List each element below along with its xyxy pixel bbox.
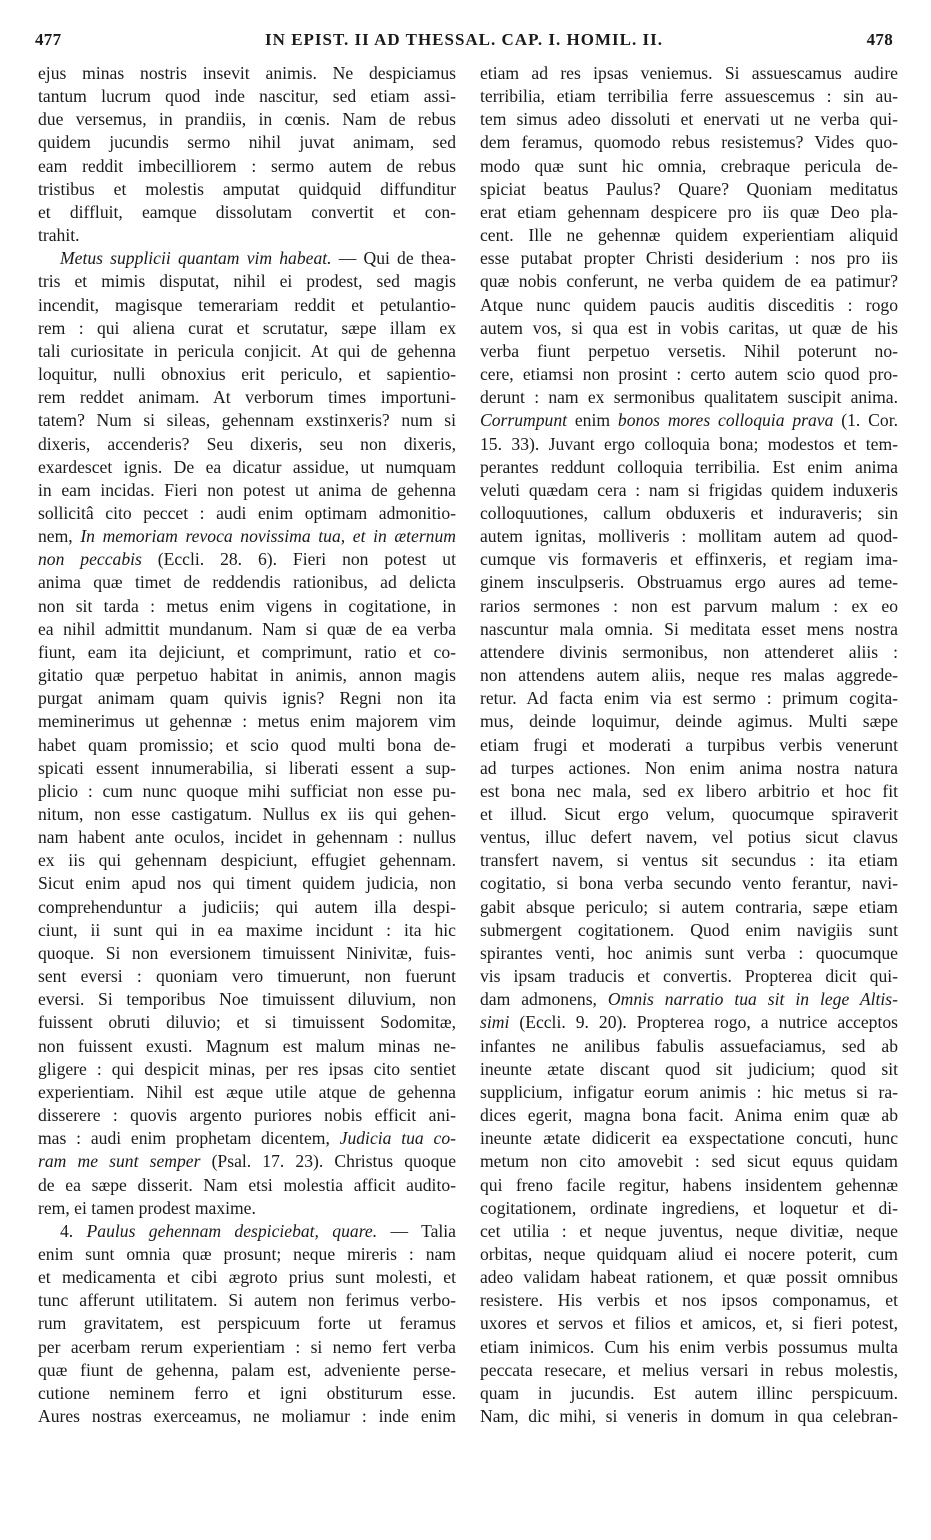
text-line	[38, 618, 456, 641]
text-run: et diffluit, eamque dissolutam convertit et con-	[38, 201, 456, 222]
text-run: Aures nostras exerceamus, ne moliamur : inde enim	[38, 1406, 456, 1427]
text-run: meminerimus ut gehennæ : metus enim majorem vim	[38, 711, 456, 732]
text-run: transfert navem, si ventus sit secundus : ita etiam	[480, 850, 898, 871]
text-run: rum gravitatem, est perspicuum forte ut feramus	[38, 1313, 456, 1334]
text-run: etiam frugi et moderati a turpibus verbis venerunt	[480, 734, 898, 755]
text-run: nitum, non esse castigatum. Nullus ex iis qui gehen-	[38, 804, 456, 824]
text-run: fiunt, eam ita dejiciunt, et comprimunt, ratio et co-	[38, 641, 456, 662]
text-run: et medicamenta et cibi ægroto prius sunt molesti, et	[38, 1267, 456, 1288]
text-run: verba fiunt perpetuo versetis. Nihil poterunt no-	[480, 340, 898, 361]
text-run: (Eccli. 9. 20). Propterea rogo, a nutrice acceptos	[509, 1012, 898, 1033]
text-run: adeo validam habeat rationem, et quæ possit omnibus	[480, 1267, 898, 1288]
text-run: enim sunt omnia quæ prosunt; neque mireris : nam	[38, 1243, 456, 1264]
text-run: dices egerit, magna bona facit. Anima enim quæ ab	[480, 1105, 898, 1126]
text-run: cent. Ille ne gehennæ quidem experientiam aliquid	[480, 225, 898, 246]
italic-text: non peccabis	[38, 549, 142, 570]
text-line	[38, 131, 456, 154]
text-run: etiam ad res ipsas veniemus. Si assuescamus audire	[480, 63, 898, 83]
text-run: peccata resecare, et melius versari in rebus molestis,	[480, 1359, 898, 1380]
text-line	[480, 1150, 898, 1173]
text-line	[38, 1150, 456, 1173]
text-run: vis ipsam traducis et convertis. Propterea dicit qui-	[480, 966, 898, 987]
text-line	[38, 1011, 456, 1034]
text-line	[480, 62, 898, 85]
text-line	[480, 1289, 898, 1312]
text-line	[38, 178, 456, 201]
text-line	[480, 757, 898, 780]
text-run: metum non cito amovebit : sed sicut equus quidam	[480, 1151, 898, 1172]
text-line	[480, 1174, 898, 1197]
text-line	[38, 988, 456, 1011]
text-line	[38, 687, 456, 710]
text-run: quæ nobis conferunt, ne verba quidem de ea patimur?	[480, 271, 898, 292]
text-run: enim	[567, 410, 618, 431]
left-text-column	[38, 62, 456, 1537]
text-run: sent eversi : quoniam vero timuerunt, non fuerunt	[38, 966, 456, 987]
text-line	[38, 224, 456, 247]
text-line	[480, 1359, 898, 1382]
text-run: (1. Cor.	[833, 410, 898, 431]
text-run: gitatio quæ perpetuo habitat in animis, annon magis	[38, 665, 456, 686]
text-run: uxores et servos et filios et amicos, et, si fieri potest,	[480, 1313, 898, 1334]
text-line	[480, 456, 898, 479]
text-line	[38, 710, 456, 733]
text-line	[38, 548, 456, 571]
text-run: spiciat beatus Paulus? Quare? Quoniam meditatus	[480, 178, 898, 199]
italic-text: bonos mores colloquia prava	[617, 410, 834, 431]
text-line	[38, 108, 456, 131]
text-line	[480, 1220, 898, 1243]
text-run: habet quam promissio; et scio quod multi bona de-	[38, 734, 456, 755]
text-line	[480, 641, 898, 664]
text-line	[38, 409, 456, 432]
text-run: non sit tarda : metus enim vigens in cogitatione, in	[38, 595, 456, 616]
text-run: supplicium, infigatur eorum animis : hic metus si ra-	[480, 1081, 898, 1102]
text-line	[480, 803, 898, 826]
text-run: veluti quædam cera : nam si frigidas quidem induxeris	[480, 479, 898, 500]
text-line	[38, 1174, 456, 1197]
text-run: quæ fiunt de gehenna, palam est, adveniente perse-	[38, 1359, 456, 1380]
text-run: esse putabat propter Christi desiderium : nos pro iis	[480, 248, 898, 269]
text-line	[38, 1035, 456, 1058]
text-line	[38, 1359, 456, 1382]
text-run: tunc afferunt utilitatem. Si autem non ferimus verbo-	[38, 1290, 456, 1311]
text-run: ginem insculpseris. Obstruamus ergo aures ad teme-	[480, 572, 898, 593]
text-line	[38, 386, 456, 409]
text-run: ineunte ætate discant quod sit judicium; quod sit	[480, 1058, 898, 1079]
text-line	[38, 247, 456, 270]
italic-text: Corrumpunt	[480, 410, 568, 431]
text-run: ejus minas nostris insevit animis. Ne despiciamus	[38, 63, 456, 83]
text-line	[38, 201, 456, 224]
text-run: modo quæ sunt hic omnia, crebraque pericula de-	[480, 155, 898, 176]
text-line	[480, 1011, 898, 1034]
text-line	[38, 1081, 456, 1104]
italic-text: simi	[480, 1012, 510, 1033]
text-run: Sicut enim apud nos qui timent quidem judicia, non	[38, 873, 456, 894]
text-line	[480, 340, 898, 363]
text-line	[480, 317, 898, 340]
text-run: experientiam. Nihil est æque utile atque de gehenna	[38, 1081, 456, 1102]
text-run: cogitationem, ordinate ingrediens, et loquetur et di-	[480, 1197, 898, 1218]
text-line	[38, 595, 456, 618]
text-line	[38, 363, 456, 386]
running-header	[35, 30, 893, 56]
text-run: perantes reddunt colloquia terribilia. Est enim anima	[480, 456, 898, 477]
text-line	[480, 849, 898, 872]
text-run: derunt : nam ex sermonibus qualitatem suscipit anima.	[480, 387, 898, 408]
text-line	[38, 155, 456, 178]
text-line	[480, 201, 898, 224]
text-run: est bona nec mala, sed ex libero arbitrio et hoc fit	[480, 780, 898, 801]
text-line	[480, 965, 898, 988]
text-line	[480, 734, 898, 757]
text-line	[38, 433, 456, 456]
text-run: attendere divinis sermonibus, non attenderet aliis :	[480, 641, 898, 662]
text-run: (Psal. 17. 23). Christus quoque	[200, 1151, 456, 1172]
text-line	[38, 1336, 456, 1359]
text-line	[38, 803, 456, 826]
text-line	[480, 525, 898, 548]
text-line	[480, 270, 898, 293]
text-run: nascuntur mala omnia. Si meditata esset mens nostra	[480, 618, 898, 639]
text-line	[38, 1220, 456, 1243]
text-run: mas : audi enim prophetam dicentem,	[38, 1128, 340, 1149]
text-run: 4.	[60, 1220, 87, 1241]
text-line	[480, 664, 898, 687]
text-line	[480, 548, 898, 571]
text-run: — Qui de thea-	[331, 248, 456, 269]
text-line	[38, 965, 456, 988]
text-line	[38, 1243, 456, 1266]
running-title: IN EPIST. II AD THESSAL. CAP. I. HOMIL. II.	[265, 30, 663, 49]
text-run: spicati essent innumerabilia, si liberati essent a sup-	[38, 757, 456, 778]
text-line	[480, 409, 898, 432]
text-run: fuissent obruti diluvio; et si timuissent Sodomitæ,	[38, 1012, 456, 1033]
text-run: eam reddit imbecilliorem : sermo autem de rebus	[38, 155, 456, 176]
text-run: rarios sermones : non est parvum malum : ex eo	[480, 595, 898, 616]
text-line	[38, 502, 456, 525]
text-line	[480, 595, 898, 618]
text-line	[480, 247, 898, 270]
page-number-left: 477	[35, 30, 62, 49]
text-line	[38, 1289, 456, 1312]
text-run: — Talia	[377, 1220, 456, 1241]
text-run: ineunte ætate didicerit ea exspectatione concuti, hunc	[480, 1128, 898, 1149]
text-line	[480, 618, 898, 641]
text-line	[480, 1266, 898, 1289]
text-line	[480, 1405, 898, 1428]
text-run: retur. Ad facta enim via est sermo : primum cogita-	[480, 688, 898, 709]
text-line	[480, 433, 898, 456]
text-line	[480, 85, 898, 108]
text-line	[38, 1312, 456, 1335]
text-run: terribilia, etiam terribilia ferre assuescemus : sin au-	[480, 86, 898, 107]
text-line	[38, 641, 456, 664]
text-line	[38, 734, 456, 757]
text-line	[38, 780, 456, 803]
text-line	[480, 1197, 898, 1220]
text-run: quidem jucundis sermo nihil juvat animam, sed	[38, 132, 456, 153]
text-line	[38, 479, 456, 502]
text-line	[38, 664, 456, 687]
text-line	[480, 108, 898, 131]
text-run: comprehenduntur a judiciis; qui autem illa despi-	[38, 896, 456, 917]
text-line	[38, 1104, 456, 1127]
text-line	[480, 1312, 898, 1335]
text-line	[480, 1035, 898, 1058]
text-run: due versemus, in prandiis, in cœnis. Nam de rebus	[38, 109, 456, 130]
text-run: quam in jucundis. Est autem illinc perspicuum.	[480, 1382, 898, 1403]
text-line	[480, 1243, 898, 1266]
text-line	[38, 62, 456, 85]
text-run: (Eccli. 28. 6). Fieri non potest ut	[141, 549, 456, 570]
text-run: tali curiositate in pericula conjicit. At qui de gehenna	[38, 340, 456, 361]
text-run: loquitur, nulli obnoxius erit periculo, et sapientio-	[38, 364, 456, 385]
text-run: cumque vis formaveris et effinxeris, et regiam ima-	[480, 549, 898, 570]
text-run: cutione neminem ferro et igni obstiturum esse.	[38, 1382, 456, 1403]
text-run: tatem? Num si sileas, gehennam exstinxeris? num si	[38, 410, 456, 431]
text-run: quoque. Si non eversionem timuissent Ninivitæ, fuis-	[38, 942, 456, 963]
text-line	[38, 849, 456, 872]
text-line	[480, 1336, 898, 1359]
text-run: tristibus et molestis amputat quidquid diffunditur	[38, 178, 456, 199]
text-run: sollicitâ cito peccet : audi enim optimam admonitio-	[38, 502, 456, 523]
text-line	[38, 872, 456, 895]
text-run: de ea sæpe disserit. Nam etsi molestia afficit audito-	[38, 1174, 456, 1195]
text-line	[480, 1058, 898, 1081]
text-line	[480, 131, 898, 154]
text-line	[480, 988, 898, 1011]
text-line	[480, 710, 898, 733]
text-run: colloquutiones, callum obduxeris et induraveris; sin	[480, 502, 898, 523]
text-line	[38, 317, 456, 340]
text-line	[38, 1405, 456, 1428]
text-run: ciunt, ii sunt qui in ea maxime incidunt : ita hic	[38, 919, 456, 940]
text-run: qui freno facile regitur, habens insidentem gehennæ	[480, 1174, 898, 1195]
text-run: Nam, dic mihi, si veneris in domum in qua celebran-	[480, 1406, 898, 1427]
text-line	[480, 1127, 898, 1150]
italic-text: Judicia tua co-	[339, 1128, 456, 1149]
text-run: tem simus adeo dissoluti et enervati ut ne verba qui-	[480, 109, 898, 130]
text-run: mus, deinde loquimur, deinde agimus. Multi sæpe	[480, 711, 898, 732]
text-run: orbitas, neque quidquam aliud ei nocere poterit, cum	[480, 1243, 898, 1264]
text-run: tris et mimis disputat, nihil ei prodest, sed magis	[38, 271, 456, 292]
italic-text: Omnis narratio tua sit in lege Altis-	[607, 989, 898, 1010]
text-run: tantum lucrum quod inde nascitur, sed etiam assi-	[38, 86, 456, 107]
text-run: rem reddet animam. At verborum times importuni-	[38, 387, 456, 408]
text-line	[38, 525, 456, 548]
text-line	[480, 502, 898, 525]
text-line	[480, 1081, 898, 1104]
text-run: ad turpes actiones. Non enim anima nostra natura	[480, 757, 898, 778]
text-line	[480, 942, 898, 965]
text-line	[480, 1382, 898, 1405]
text-run: plicio : cum nunc quoque mihi sufficiat non esse pu-	[38, 780, 456, 801]
text-line	[38, 456, 456, 479]
text-run: et illud. Sicut ergo velum, quocumque spiraverit	[480, 804, 898, 824]
text-run: anima quæ timet de reddendis rationibus, ad delicta	[38, 572, 456, 593]
text-line	[38, 340, 456, 363]
text-line	[480, 826, 898, 849]
italic-text: ram me sunt semper	[38, 1151, 201, 1172]
text-run: infantes ne anilibus fabulis assuefaciamus, sed ab	[480, 1035, 898, 1056]
text-line	[38, 1266, 456, 1289]
text-run: Atque nunc quidem paucis auditis disceditis : rogo	[480, 294, 898, 315]
text-line	[38, 919, 456, 942]
text-line	[480, 479, 898, 502]
text-line	[480, 687, 898, 710]
text-run: autem ignitas, molliveris : mollitam autem ad quod-	[480, 526, 898, 547]
text-run: ventus, illuc defert navem, vel potius sicut clavus	[480, 827, 898, 848]
text-run: gligere : qui despicit minas, per res ipsas cito sentiet	[38, 1058, 456, 1079]
text-line	[480, 1104, 898, 1127]
text-line	[480, 294, 898, 317]
text-run: dam admonens,	[480, 989, 608, 1010]
text-line	[480, 872, 898, 895]
text-run: 15. 33). Juvant ergo colloquia bona; modestos et tem-	[480, 433, 898, 454]
italic-text: Paulus gehennam despiciebat, quare.	[86, 1220, 378, 1241]
text-line	[480, 155, 898, 178]
text-run: gabit absque periculo; si autem contraria, sæpe etiam	[480, 896, 898, 917]
text-run: etiam inimicos. Cum his enim verbis possumus multa	[480, 1336, 898, 1357]
text-line	[38, 1382, 456, 1405]
text-run: spirantes venti, hoc animis sunt verba : quocumque	[480, 942, 898, 963]
text-run: resistere. His verbis et nos ipsos componamus, et	[480, 1290, 898, 1311]
text-run: cet utilia : et neque juventus, neque divitiæ, neque	[480, 1220, 898, 1241]
text-line	[38, 571, 456, 594]
italic-text: In memoriam revoca novissima tua, et in æternum	[80, 526, 456, 547]
text-line	[38, 826, 456, 849]
text-run: erat etiam gehennam despicere pro iis quæ Deo pla-	[480, 201, 898, 222]
text-line	[480, 363, 898, 386]
text-line	[38, 294, 456, 317]
text-run: rem : qui aliena curat et scrutatur, sæpe illam ex	[38, 317, 456, 338]
text-line	[480, 896, 898, 919]
text-run: submergent cogitationem. Quod enim navigiis sunt	[480, 919, 898, 940]
text-run: non attendens autem aliis, neque res malas aggrede-	[480, 665, 898, 686]
text-line	[480, 780, 898, 803]
text-line	[480, 386, 898, 409]
text-line	[480, 919, 898, 942]
page-number-right: 478	[866, 30, 893, 49]
text-run: ea nihil admittit mundanum. Nam si quæ de ea verba	[38, 618, 456, 639]
text-run: in eam incidas. Fieri non potest ut anima de gehenna	[38, 479, 456, 500]
italic-text: Metus supplicii quantam vim habeat.	[60, 248, 332, 269]
text-run: exardescet ignis. De ea dicatur assidue, ut numquam	[38, 456, 456, 477]
text-run: ex iis qui gehennam despiciunt, effugiet gehennam.	[38, 850, 456, 871]
text-line	[38, 85, 456, 108]
text-line	[38, 1197, 456, 1220]
right-text-column	[480, 62, 898, 1537]
text-run: autem vos, si qua est in vobis caritas, ut quæ de his	[480, 317, 898, 338]
text-line	[480, 224, 898, 247]
text-run: per acerbam rerum experientiam : si nemo fert verba	[38, 1336, 456, 1357]
text-run: cere, etiamsi non prosint : certo autem scio quod pro-	[480, 364, 898, 385]
text-run: trahit.	[38, 225, 80, 246]
text-line	[38, 942, 456, 965]
text-run: incendit, magisque temerariam reddit et petulantio-	[38, 294, 456, 315]
text-line	[38, 1058, 456, 1081]
text-line	[38, 1127, 456, 1150]
text-run: purgat animam quam quivis ignis? Regni non ita	[38, 688, 456, 709]
text-line	[38, 757, 456, 780]
text-run: rem, ei tamen prodest maxime.	[38, 1197, 256, 1218]
text-line	[38, 270, 456, 293]
text-run: eversi. Si temporibus Noe timuissent diluvium, non	[38, 989, 456, 1010]
text-run: non fuissent exusti. Magnum est malum minas ne-	[38, 1035, 456, 1056]
text-run: cogitatio, si bona verba secundo vento ferantur, navi-	[480, 873, 898, 894]
text-run: nem,	[38, 526, 81, 547]
text-run: nam habent ante oculos, incidet in gehennam : nullus	[38, 827, 456, 848]
text-run: dem feramus, quomodo rebus resistemus? Vides quo-	[480, 132, 898, 153]
text-run: dixeris, accenderis? Seu dixeris, seu non dixeris,	[38, 433, 456, 454]
text-line	[38, 896, 456, 919]
text-line	[480, 571, 898, 594]
text-line	[480, 178, 898, 201]
text-run: disserere : quovis argento puriores nobis efficit ani-	[38, 1105, 456, 1126]
